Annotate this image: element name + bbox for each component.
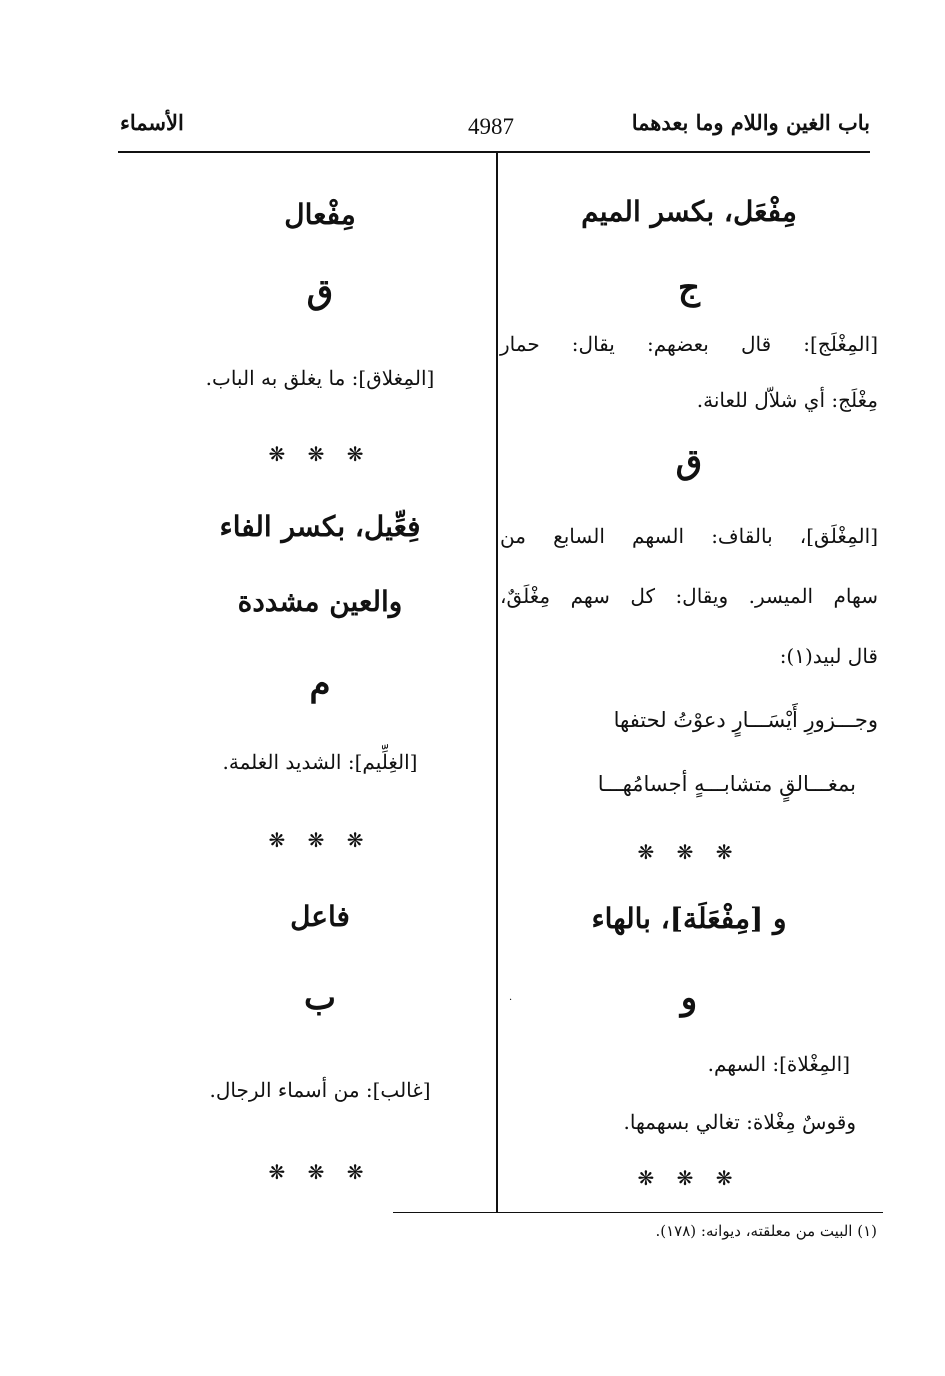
section-separator: ❋ ❋ ❋ <box>268 828 372 852</box>
heading-mifal-2: مِفْعال <box>284 198 356 231</box>
section-separator: ❋ ❋ ❋ <box>637 1166 741 1190</box>
entry-ghillim: [الغِلِّيم]: الشديد الغلمة. <box>222 750 418 774</box>
section-title: الأسماء <box>120 110 184 135</box>
section-separator: ❋ ❋ ❋ <box>268 442 372 466</box>
entry-mighlat-line-1: [المِغْلاة]: السهم. <box>707 1052 850 1076</box>
column-divider <box>496 152 498 1212</box>
entry-mighlat-line-2: وقوسٌ مِغْلاة: تغالي بسهمها. <box>623 1110 856 1134</box>
chapter-title: باب الغين واللام وما بعدهما <box>631 110 870 135</box>
letter-qaf: ق <box>675 442 703 482</box>
heading-fiil: فِعِّيل، بكسر الفاء <box>219 510 421 543</box>
section-separator: ❋ ❋ ❋ <box>637 840 741 864</box>
letter-jim: ج <box>678 268 700 308</box>
heading-fail: فاعل <box>290 900 350 933</box>
entry-mighlaj-line-1: [المِغْلَج]: قال بعضهم: يقال: حمار <box>500 332 878 356</box>
letter-waw: و <box>680 978 698 1018</box>
stray-mark: · <box>509 995 513 1006</box>
footnote-rule <box>393 1212 883 1213</box>
section-separator: ❋ ❋ ❋ <box>268 1160 372 1184</box>
heading-fiil-2: والعين مشددة <box>237 585 403 618</box>
page-number: 4987 <box>468 114 514 139</box>
entry-mighlaq: [المِغلاق]: ما يغلق به الباب. <box>205 366 435 390</box>
heading-mifala: و [مِفْعَلَة]، بالهاء <box>591 902 787 935</box>
verse-line-1: وجـــزورِ أَيْسَـــارٍ دعوْتُ لحتفها <box>613 708 878 732</box>
entry-mighlaq-line-1: [المِغْلَق]، بالقاف: السهم السابع من <box>500 524 878 548</box>
entry-mighlaq-line-2: سهام الميسر. ويقال: كل سهم مِغْلَقٌ، <box>500 584 878 608</box>
verse-line-2: بمغـــالقٍ متشابـــهٍ أجسامُهـــا <box>597 772 856 796</box>
header-rule <box>118 151 870 153</box>
entry-mighlaq-line-3: قال لبيد(١): <box>779 644 878 668</box>
letter-ba: ب <box>303 978 336 1018</box>
letter-mim: م <box>309 664 331 704</box>
entry-ghalib: [غالب]: من أسماء الرجال. <box>209 1078 431 1102</box>
letter-qaf: ق <box>306 272 334 312</box>
footnote: (١) البيت من معلقته، ديوانه: (١٧٨). <box>655 1222 877 1240</box>
heading-mifal: مِفْعَل، بكسر الميم <box>581 195 797 228</box>
entry-mighlaj-line-2: مِغْلَج: أي شلاّل للعانة. <box>696 388 878 412</box>
